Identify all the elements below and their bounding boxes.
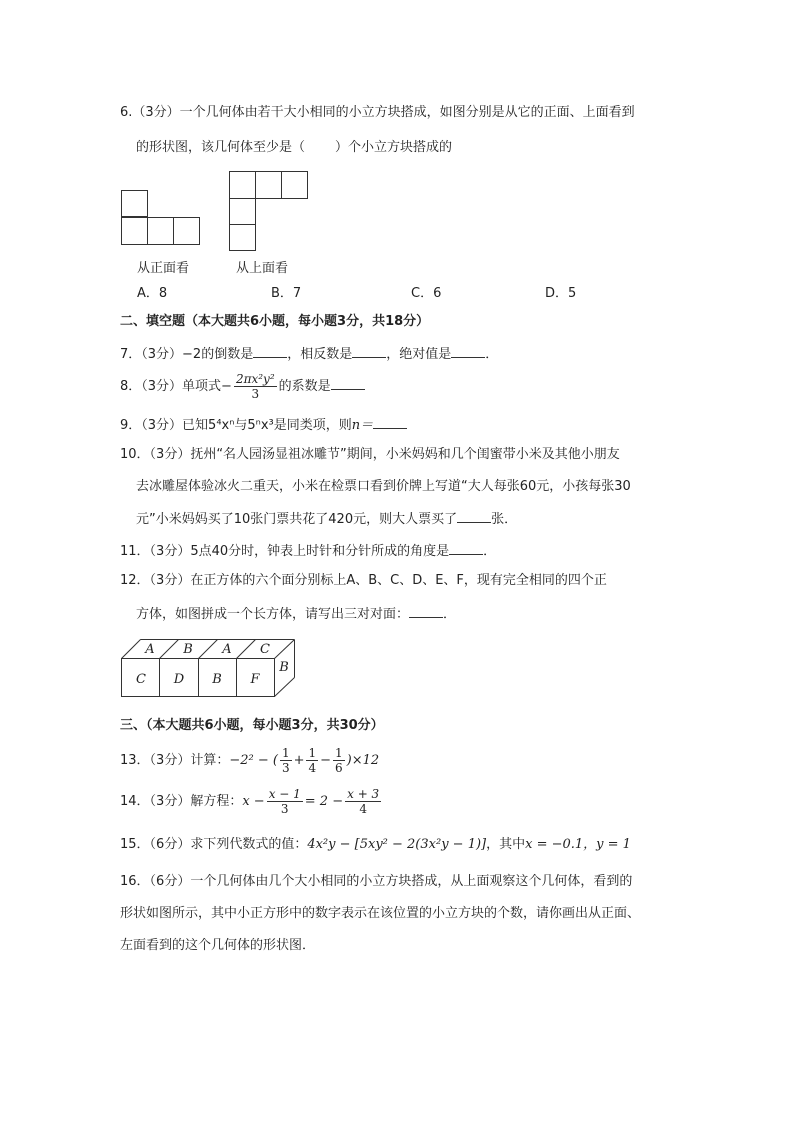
q8-blank [331, 376, 365, 390]
q6-option-d: D．5 [545, 286, 577, 301]
q10-line3-a: 元”小米妈妈买了10张门票共花了420元，则大人票买了 [136, 512, 458, 527]
q14-expr-b: = 2 − [304, 794, 344, 809]
cuboid-front-label: C [136, 672, 146, 687]
q10-line3 [136, 509, 517, 529]
cuboid-front-label: F [250, 672, 260, 687]
q12-line2-a: 方体，如图拼成一个长方体，请写出三对对面： [136, 607, 410, 622]
q6-line1: 6.（3分）一个几何体由若干大小相同的小立方块搭成，如图分别是从它的正面、上面看到 [120, 105, 635, 120]
q16-line3: 左面看到的这个几何体的形状图． [120, 938, 316, 953]
top-view-caption: 从上面看 [236, 261, 289, 276]
q8 [120, 372, 365, 402]
q8-numerator: 2πx²y² [235, 372, 275, 386]
q13-expr-a: −2² − ( [229, 753, 278, 768]
front-view-cell [122, 191, 148, 217]
cuboid-top-label: B [183, 642, 193, 657]
front-view-cell [174, 218, 200, 245]
q7-blank-reciprocal [253, 344, 287, 358]
q14-fraction-2: $\frac{x + 3}{4}$ [347, 787, 380, 816]
q8-text-a: 8．（3分）单项式 [120, 379, 222, 394]
q8-denominator: 3 [251, 387, 260, 401]
top-view-cell [282, 172, 308, 199]
q16-line1: 16．（6分）一个几何体由几个大小相同的小立方块搭成，从上面观察这个几何体，看到的 [120, 874, 633, 889]
q9 [120, 415, 407, 435]
q6-option-c: C．6 [411, 286, 442, 301]
q15-expression: 4x²y − [5xy² − 2(3x²y − 1)] [307, 837, 487, 852]
q7-text-d: ． [485, 347, 499, 362]
q9-text-a: 9．（3分）已知5⁴xⁿ与5ⁿx³是同类项，则 [120, 418, 352, 433]
q12-line2-b: ． [443, 607, 457, 622]
q6-line2 [136, 139, 452, 157]
q13-fraction-1: $\frac{1}{3}$ [281, 746, 290, 775]
top-view-figure [229, 171, 309, 251]
q8-minus: − [221, 379, 232, 394]
top-view-cell [230, 199, 256, 225]
q13-expr-b: )×12 [346, 753, 380, 768]
q11-blank [449, 541, 483, 555]
front-view-cell [148, 218, 174, 245]
q15 [120, 836, 631, 854]
q7-blank-absolute [451, 344, 485, 358]
cuboid-front-label: D [173, 672, 185, 687]
q14 [120, 786, 383, 818]
q14-text-a: 14．（3分）解方程： [120, 794, 243, 809]
q14-fraction-1: $\frac{x - 1}{3}$ [268, 787, 301, 816]
front-view-figure [121, 190, 201, 247]
q13-minus: − [320, 753, 332, 768]
q10-blank [457, 509, 491, 523]
q11-text-a: 11．（3分）5点40分时，钟表上时针和分针所成的角度是 [120, 544, 450, 559]
q7-blank-opposite [352, 344, 386, 358]
q15-text-a: 15．（6分）求下列代数式的值： [120, 837, 308, 852]
q15-condition: x = −0.1，y = 1 [525, 837, 631, 852]
cuboid-top-label: C [260, 642, 270, 657]
cuboid-top-label: A [145, 642, 155, 657]
section3-heading: 三、（本大题共6小题，每小题3分，共30分） [120, 718, 384, 733]
q7-text-c: ，绝对值是 [386, 347, 452, 362]
q6-option-b: B．7 [271, 286, 302, 301]
q7 [120, 344, 498, 364]
top-view-cell [256, 172, 282, 199]
top-view-cell [230, 172, 256, 199]
q8-text-b: 的系数是 [278, 379, 331, 394]
q12-line2 [136, 604, 456, 624]
q12-blank [409, 604, 443, 618]
q6-line2-a: 的形状图，该几何体至少是（ [136, 140, 306, 155]
q6-option-a: A．8 [137, 286, 168, 301]
q15-text-b: ，其中 [486, 837, 526, 852]
cuboid-top-label: A [222, 642, 232, 657]
q9-text-b: n＝ [351, 418, 374, 433]
cuboid-figure [120, 637, 300, 699]
q6-line2-b: ）个小立方块搭成的 [335, 140, 453, 155]
q10-line1: 10．（3分）抚州“名人园汤显祖冰雕节”期间，小米妈妈和几个闺蜜带小米及其他小朋友 [120, 447, 620, 462]
q7-text-a: 7．（3分）−2的倒数是 [120, 347, 254, 362]
q10-line2: 去冰雕屋体验冰火二重天，小米在检票口看到价牌上写道“大人每张60元，小孩每张30 [136, 479, 631, 494]
q13-text-a: 13．（3分）计算： [120, 753, 230, 768]
section2-heading: 二、填空题（本大题共6小题，每小题3分，共18分） [120, 314, 430, 329]
q13-fraction-2: $\frac{1}{4}$ [308, 746, 317, 775]
top-view-cell [230, 225, 256, 251]
q12-line1: 12．（3分）在正方体的六个面分别标上A、B、C、D、E、F，现有完全相同的四个正 [120, 573, 607, 588]
q10-line3-b: 张． [491, 512, 518, 527]
q11 [120, 541, 496, 561]
q8-fraction [234, 372, 277, 401]
q13-plus: + [293, 753, 305, 768]
front-view-cell [122, 218, 148, 245]
q9-blank [373, 415, 407, 429]
q14-expr-a: x − [242, 794, 265, 809]
q16-line2: 形状如图所示，其中小正方形中的数字表示在该位置的小立方块的个数，请你画出从正面、 [120, 906, 641, 921]
q13 [120, 745, 379, 777]
cuboid-front-label: B [212, 672, 222, 687]
q7-text-b: ，相反数是 [287, 347, 353, 362]
front-view-caption: 从正面看 [137, 261, 190, 276]
q13-fraction-3: $\frac{1}{6}$ [335, 746, 343, 775]
q11-text-b: ． [483, 544, 497, 559]
cuboid-side-label: B [279, 660, 289, 675]
